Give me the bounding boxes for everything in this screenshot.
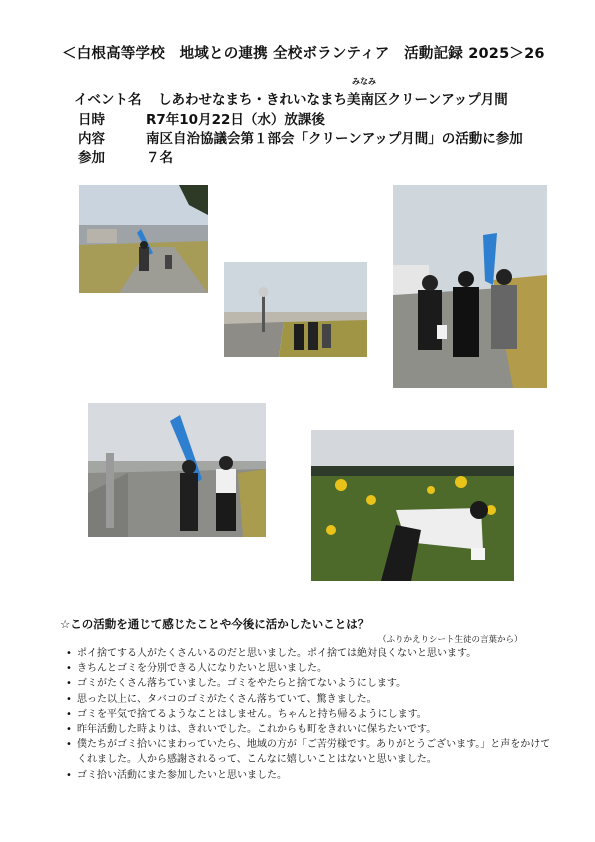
photo-sidewalk-group (224, 262, 367, 357)
info-row-event (74, 88, 554, 106)
photo-flag-street (88, 403, 266, 537)
list-item: • ゴミを平気で捨てるようなことはしません。ちゃんと持ち帰るようにします。 (66, 707, 554, 722)
info-row-content (78, 127, 558, 145)
info-row-participants (78, 146, 558, 164)
list-item: • ゴミ拾い活動にまた参加したいと思いました。 (66, 768, 554, 783)
page-title: ＜白根高等学校 地域との連携 全校ボランティア 活動記録 2025＞26 (62, 46, 545, 62)
info-label-date: 日時 (78, 112, 105, 128)
list-item: • きちんとゴミを分別できる人になりたいと思いました。 (66, 661, 554, 676)
list-item: • ゴミがたくさん落ちていました。ゴミをやたらと捨てないようにします。 (66, 676, 554, 691)
list-item: • 僕たちがゴミ拾いにまわっていたら、地域の方が「ご苦労様です。ありがとうございます。」と声をかけてくれました。人から感謝されるって、こんなに嬉しいことはないと思いました。 (66, 737, 554, 767)
info-value-date: R7年10月22日（水）放課後 (146, 112, 325, 128)
photo-picking-trash-flowers (311, 430, 514, 581)
source-note: （ふりかえりシート生徒の言葉から） (378, 635, 523, 645)
furigana-minami: みなみ (352, 77, 376, 86)
info-value-event: しあわせなまち・きれいなまち美南区クリーンアップ月間 (158, 92, 508, 108)
list-item: • 昨年活動した時よりは、きれいでした。これからも町をきれいに保ちたいです。 (66, 722, 554, 737)
photo-roadside-walk (79, 185, 208, 293)
info-row-date (78, 108, 558, 126)
list-item: • 思った以上に、タバコのゴミがたくさん落ちていて、驚きました。 (66, 692, 554, 707)
info-value-participants: ７名 (146, 150, 173, 166)
info-label-participants: 参加 (78, 150, 105, 166)
list-item: • ポイ捨てする人がたくさんいるのだと思いました。ポイ捨ては絶対良くないと思います。 (66, 646, 554, 661)
student-comments-list (66, 646, 554, 783)
info-label-content: 内容 (78, 131, 105, 147)
info-value-content: 南区自治協議会第１部会「クリーンアップ月間」の活動に参加 (146, 131, 523, 147)
reflection-question: ☆この活動を通じて感じたことや今後に活かしたいことは？ (60, 617, 370, 631)
info-label-event: イベント名 (74, 92, 142, 108)
photo-group-walking-flag (393, 185, 547, 388)
